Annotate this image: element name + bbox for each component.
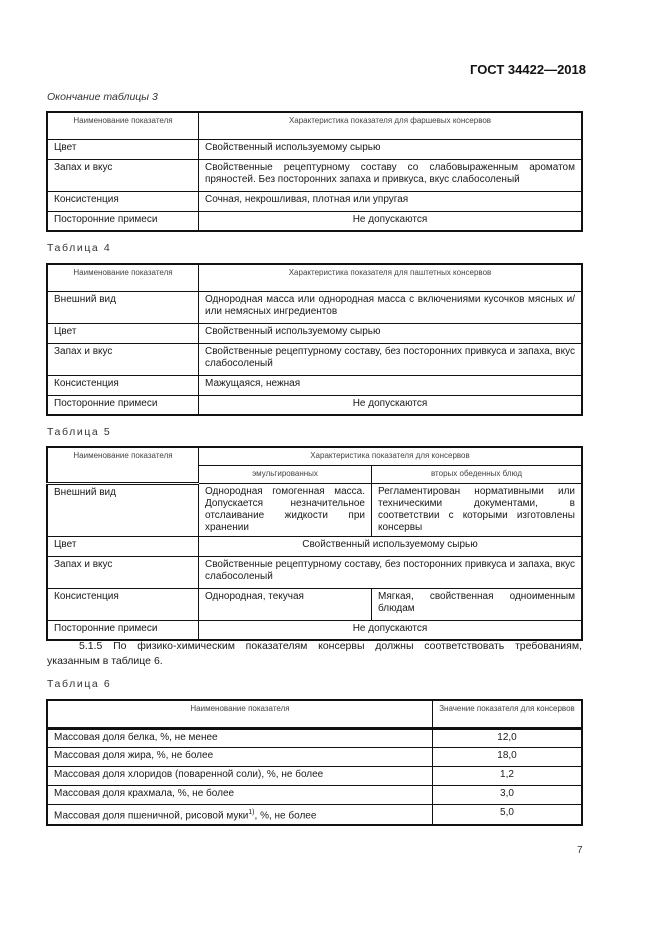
row-label: Посторонние примеси — [47, 211, 199, 231]
row-value: Регламентирован нормативными или техническими документами, в соответствии с которыми изготовлены консервы — [372, 483, 583, 536]
row-value: 18,0 — [433, 747, 583, 766]
table-row — [47, 139, 582, 159]
row-value: Свойственный используемому сырью — [199, 139, 583, 159]
row-value: Не допускаются — [199, 211, 583, 231]
row-label: Массовая доля хлоридов (поваренной соли), %, не более — [47, 766, 433, 785]
row-label: Запах и вкус — [47, 556, 199, 588]
row-value: Однородная масса или однородная масса с включениями кусочков мясных и/или немясных ингредиентов — [199, 291, 583, 323]
row-value: 5,0 — [433, 804, 583, 825]
table5-header-second-courses: вторых обеденных блюд — [372, 465, 583, 483]
footnote-marker: 1) — [248, 808, 255, 816]
row-label: Массовая доля крахмала, %, не более — [47, 785, 433, 804]
table6-caption: Таблица 6 — [47, 678, 112, 690]
table4-header-characteristic: Характеристика показателя для паштетных консервов — [199, 264, 583, 291]
row-value: Свойственный используемому сырью — [199, 536, 583, 556]
table6-header-name: Наименование показателя — [47, 700, 433, 728]
row-label: Цвет — [47, 536, 199, 556]
table-row — [47, 395, 582, 415]
row-label: Массовая доля белка, %, не менее — [47, 728, 433, 747]
document-id: ГОСТ 34422—2018 — [470, 62, 586, 77]
row-value: 12,0 — [433, 728, 583, 747]
table-row — [47, 556, 582, 588]
table-row — [47, 536, 582, 556]
row-value: Однородная гомогенная масса. Допускается незначительное отслаивание жидкости при хранении — [199, 483, 372, 536]
row-label-text: Массовая доля пшеничной, рисовой муки — [54, 809, 249, 821]
table-row — [47, 588, 582, 620]
table-row — [47, 747, 582, 766]
row-label: Внешний вид — [47, 291, 199, 323]
row-value: Сочная, некрошливая, плотная или упругая — [199, 191, 583, 211]
table-row — [47, 728, 582, 747]
table-row — [47, 375, 582, 395]
table-row — [47, 766, 582, 785]
row-value: 3,0 — [433, 785, 583, 804]
table-row — [47, 191, 582, 211]
row-value: Свойственные рецептурному составу, без посторонних привкуса и запаха, вкус слабосоленый — [199, 556, 583, 588]
table5-header-emulsified: эмульгированных — [199, 465, 372, 483]
table5-header-group: Характеристика показателя для консервов — [199, 447, 583, 465]
table-5 — [46, 446, 583, 641]
row-label: Консистенция — [47, 375, 199, 395]
table3-header-characteristic: Характеристика показателя для фаршевых консервов — [199, 112, 583, 139]
row-value: Свойственный используемому сырью — [199, 323, 583, 343]
table5-header-name: Наименование показателя — [47, 447, 199, 483]
paragraph-5-1-5 — [47, 639, 582, 669]
row-label: Цвет — [47, 323, 199, 343]
table-4 — [46, 263, 583, 416]
row-label: Запах и вкус — [47, 159, 199, 191]
table-6 — [46, 699, 583, 826]
row-label-suffix: , %, не более — [254, 809, 317, 821]
row-label: Консистенция — [47, 588, 199, 620]
row-label: Посторонние примеси — [47, 395, 199, 415]
row-value: Мягкая, свойственная одноименным блюдам — [372, 588, 583, 620]
table6-header-value: Значение показателя для консервов — [433, 700, 583, 728]
row-value: Однородная, текучая — [199, 588, 372, 620]
row-value: Свойственные рецептурному составу со слабовыраженным ароматом пряностей. Без посторонних запаха и привкуса, вкус слабосоленый — [199, 159, 583, 191]
row-value: 1,2 — [433, 766, 583, 785]
table-row — [47, 211, 582, 231]
table-row — [47, 620, 582, 640]
page-number: 7 — [577, 845, 583, 856]
row-label: Посторонние примеси — [47, 620, 199, 640]
table4-caption: Таблица 4 — [47, 242, 112, 254]
table-row — [47, 323, 582, 343]
table-row — [47, 159, 582, 191]
table-row — [47, 483, 582, 536]
row-label: Консистенция — [47, 191, 199, 211]
row-value: Не допускаются — [199, 620, 583, 640]
row-label — [47, 804, 433, 825]
table4-header-name: Наименование показателя — [47, 264, 199, 291]
paragraph-text: 5.1.5 По физико-химическим показателям консервы должны соответствовать требованиям, указанным в таблице 6. — [47, 640, 582, 667]
row-value: Свойственные рецептурному составу, без посторонних привкуса и запаха, вкус слабосоленый — [199, 343, 583, 375]
row-label: Массовая доля жира, %, не более — [47, 747, 433, 766]
table-row — [47, 343, 582, 375]
row-value: Не допускаются — [199, 395, 583, 415]
table5-caption: Таблица 5 — [47, 426, 112, 438]
table-3 — [46, 111, 583, 232]
table-row — [47, 291, 582, 323]
row-label: Цвет — [47, 139, 199, 159]
table3-caption: Окончание таблицы 3 — [47, 91, 158, 103]
row-label: Запах и вкус — [47, 343, 199, 375]
row-value: Мажущаяся, нежная — [199, 375, 583, 395]
table-row — [47, 804, 582, 825]
table3-header-name: Наименование показателя — [47, 112, 199, 139]
row-label: Внешний вид — [47, 483, 199, 536]
table-row — [47, 785, 582, 804]
